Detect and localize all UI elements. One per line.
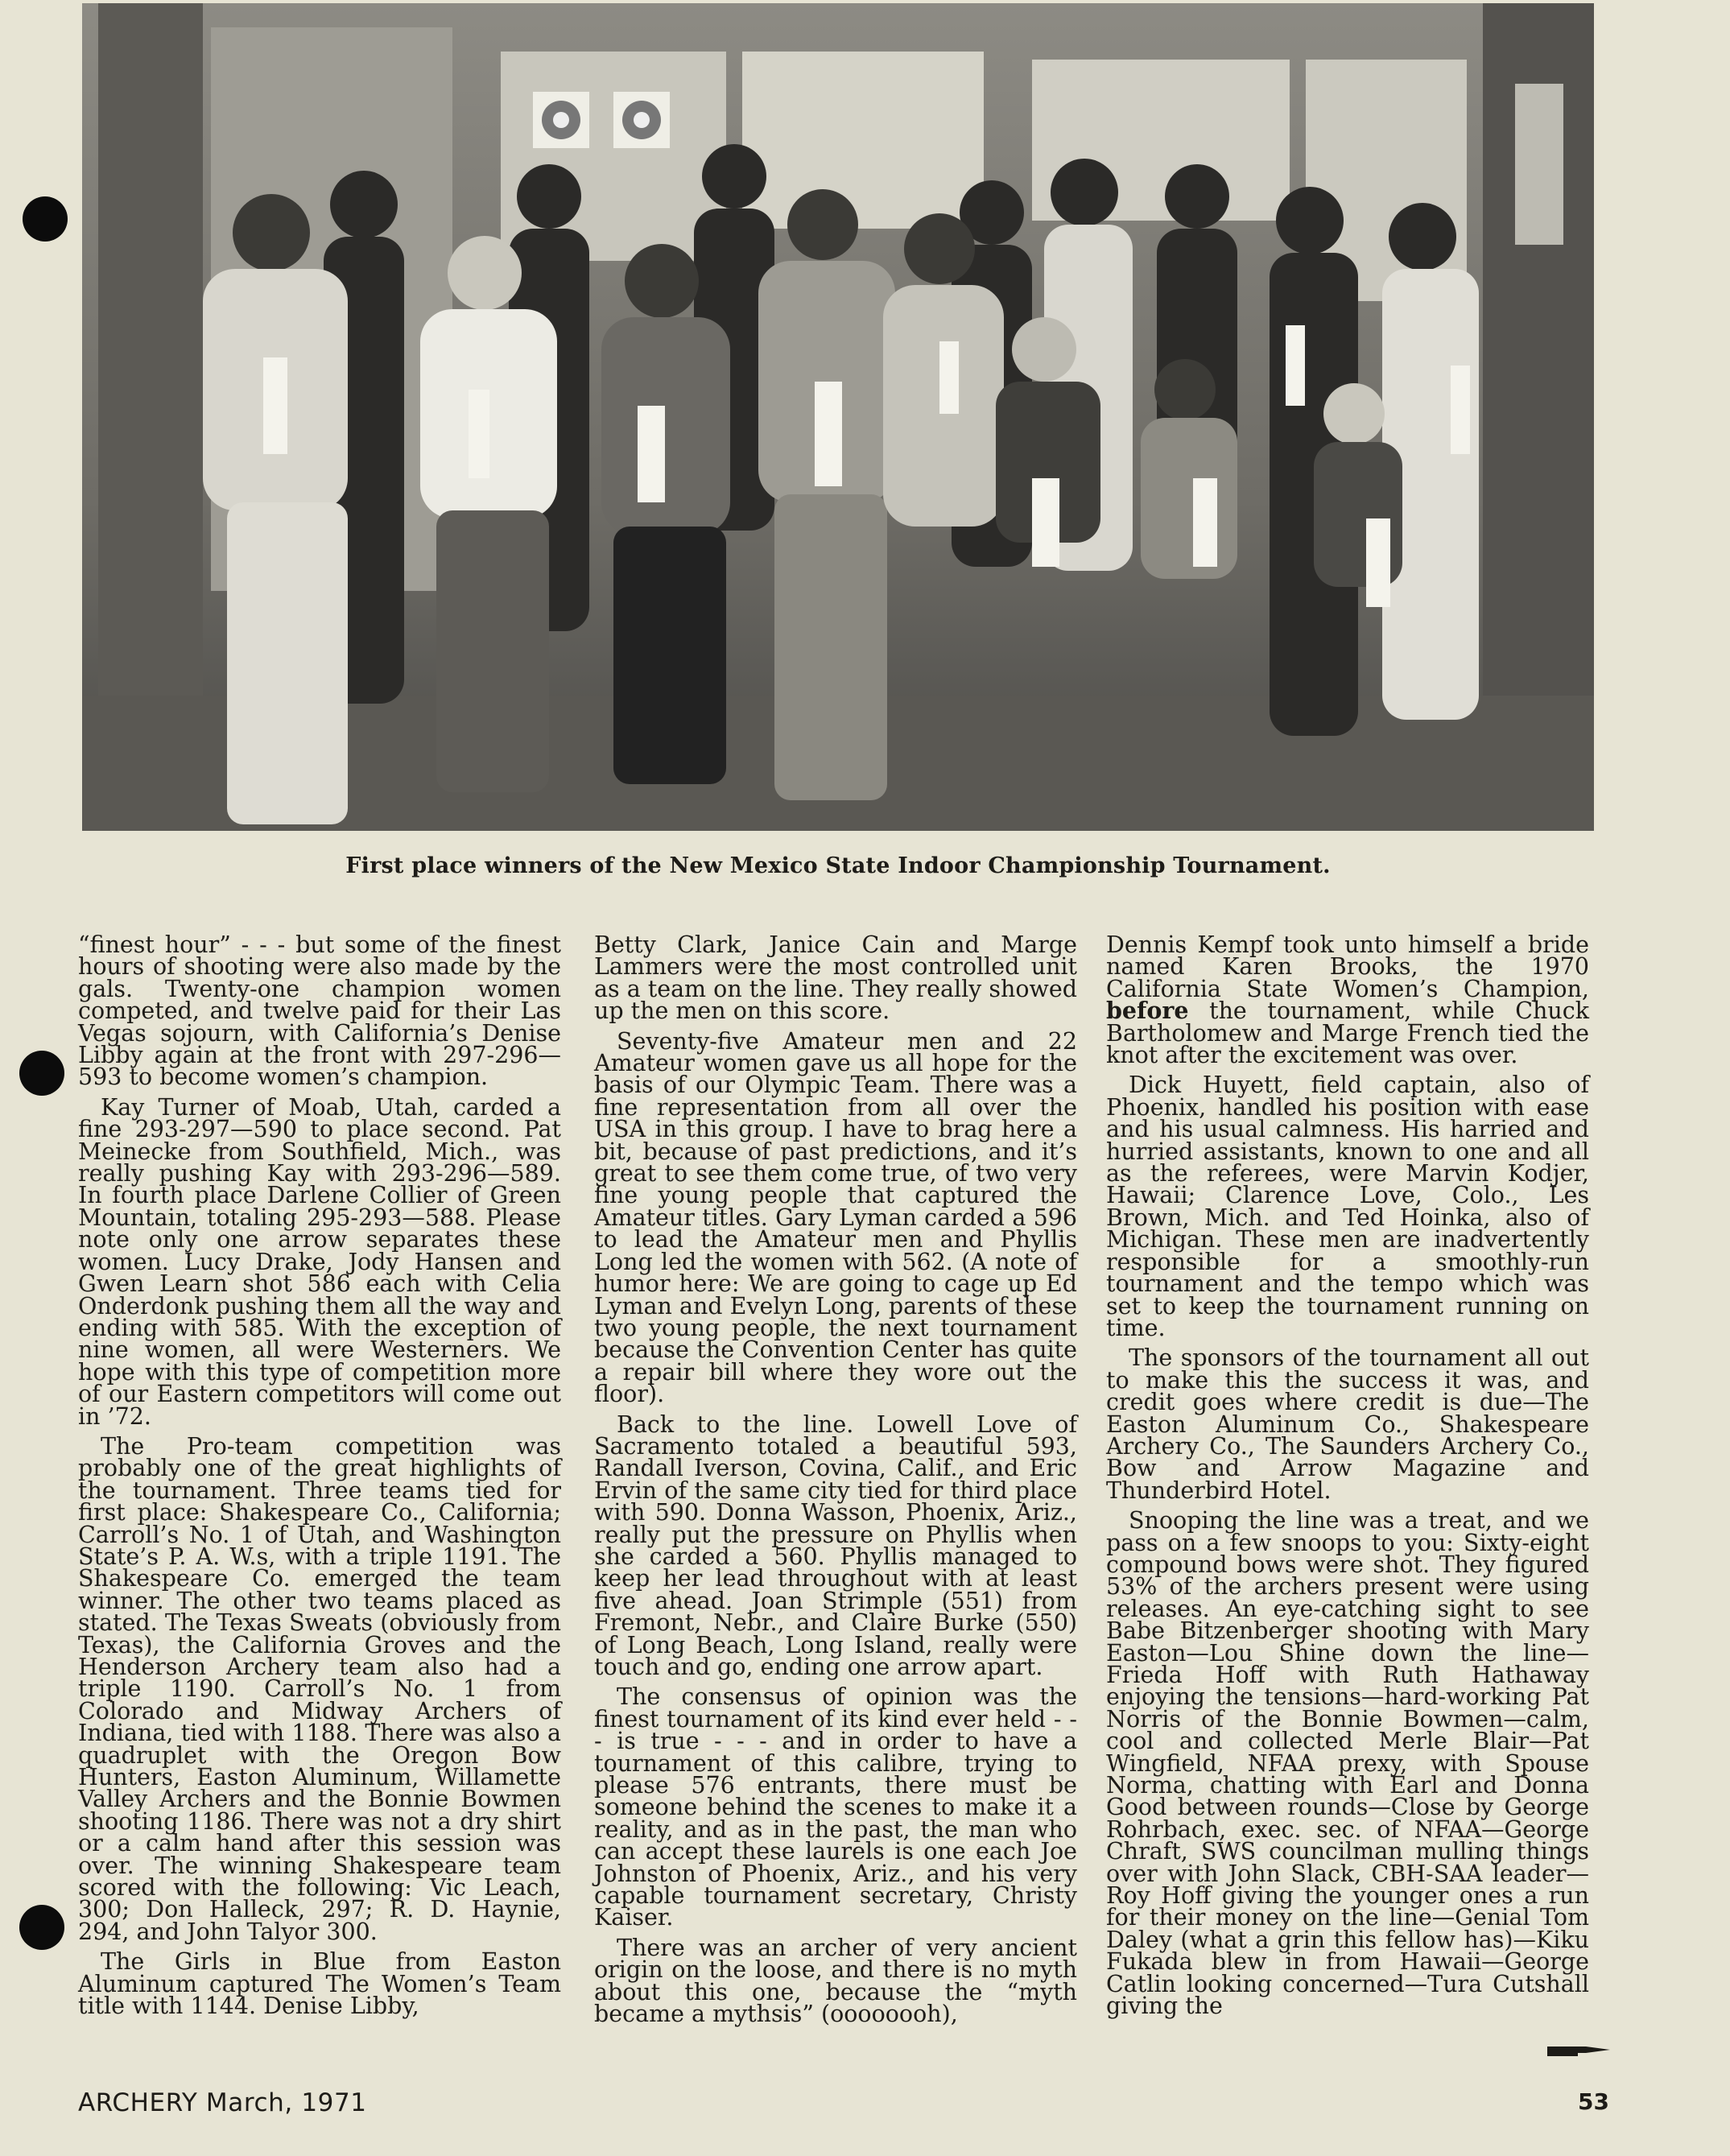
article-column-3 <box>1106 931 1589 2020</box>
paragraph: Back to the line. Lowell Love of Sacramento totaled a beautiful 593, Randall Iverson, Covina, Calif., and Eric Ervin of the same city tied for third place with 590. Donna Wasson, Phoenix, Ariz., really put the pressure on Phyllis when she carded a 560. Phyllis managed to keep her lead throughout with at least five ahead. Joan Strimple (551) from Fremont, Nebr., and Claire Burke (550) of Long Beach, Long Island, really were touch and go, ending one arrow apart. <box>594 1410 1077 1680</box>
group-photo <box>82 3 1594 831</box>
binder-hole <box>19 1051 64 1096</box>
paragraph: “finest hour” - - - but some of the finest hours of shooting were also made by the gals. Twenty-one champion women competed, and twelve paid for their Las Vegas sojourn, with California’s Denise Libby again at the front with 297-296—593 to become women’s champion. <box>78 931 561 1091</box>
group-photo-illustration <box>82 3 1594 831</box>
footer-magazine <box>78 2088 367 2117</box>
page-number: 53 <box>1578 2088 1609 2115</box>
paragraph <box>1106 931 1589 1069</box>
emphasis-text: before <box>1106 997 1189 1025</box>
paragraph: The sponsors of the tournament all out to make this the success it was, and credit goes where credit is due—The Easton Aluminum Co., Shakespeare Archery Co., The Saunders Archery Co., Bow and Arrow Magazine and Thunderbird Hotel. <box>1106 1344 1589 1504</box>
article-column-2 <box>594 931 1077 2028</box>
binder-hole <box>23 196 68 242</box>
paragraph: The consensus of opinion was the finest tournament of its kind ever held - - - is true - - - and in order to have a tournament of this calibre, trying to please 576 entrants, there must be someone behind the scenes to make it a reality, and as in the past, the man who can accept these laurels is one each Joe Johnston of Phoenix, Ariz., and his very capable tournament secretary, Christy Kaiser. <box>594 1683 1077 1931</box>
paragraph: Dick Huyett, field captain, also of Phoenix, handled his position with ease and his usual calmness. His harried and hurried assistants, known to one and all as the referees, were Marvin Kodjer, Hawaii; Clarence Love, Colo., Les Brown, Mich. and Ted Hoinka, also of Michigan. These men are inadvertently responsible for a smoothly-run tournament and the tempo which was set to keep the tournament running on time. <box>1106 1072 1589 1341</box>
magazine-name: ARCHERY <box>78 2088 198 2117</box>
paragraph: There was an archer of very ancient origin on the loose, and there is no myth about this one, because the “myth became a mythsis” (oooooooh), <box>594 1934 1077 2028</box>
paragraph: The Girls in Blue from Easton Aluminum captured The Women’s Team title with 1144. Denise Libby, <box>78 1948 561 2020</box>
photo-caption: First place winners of the New Mexico State Indoor Championship Tournament. <box>345 853 1331 878</box>
paragraph: Betty Clark, Janice Cain and Marge Lammers were the most controlled unit as a team on the line. They really showed up the men on this score. <box>594 931 1077 1025</box>
article-column-1 <box>78 931 561 2020</box>
paragraph: Kay Turner of Moab, Utah, carded a fine 293-297—590 to place second. Pat Meinecke from Southfield, Mich., was really pushing Kay with 293-296—589. In fourth place Darlene Collier of Green Mountain, totaling 295-293—588. Please note only one arrow separates these women. Lucy Drake, Jody Hansen and Gwen Learn shot 586 each with Celia Onderdonk pushing them all the way and ending with 585. With the exception of nine women, all were Westerners. We hope with this type of competition more of our Eastern competitors will come out in ’72. <box>78 1093 561 1430</box>
binder-hole <box>19 1905 64 1950</box>
paragraph-text: Dennis Kempf took unto himself a bride named Karen Brooks, the 1970 California State Women’s Champion, <box>1106 931 1589 1002</box>
pointing-hand-icon <box>1546 2042 1613 2059</box>
issue-date: March, 1971 <box>205 2088 367 2117</box>
paragraph: Seventy-five Amateur men and 22 Amateur women gave us all hope for the basis of our Olympic Team. There was a fine representation from all over the USA in this group. I have to brag here a bit, because of past predictions, and it’s great to see them come true, of two very fine young people that captured the Amateur titles. Gary Lyman carded a 596 to lead the Amateur men and Phyllis Long led the women with 562. (A note of humor here: We are going to cage up Ed Lyman and Evelyn Long, parents of these two young people, the next tournament because the Convention Center has quite a repair bill where they wore out the floor). <box>594 1027 1077 1408</box>
paragraph: Snooping the line was a treat, and we pass on a few snoops to you: Sixty-eight compound bows were shot. They figured 53% of the archers present were using releases. An eye-catching sight to see Babe Bitzenberger shooting with Mary Easton—Lou Shine down the line—Frieda Hoff with Ruth Hathaway enjoying the tensions—hard-working Pat Norris of the Bonnie Bowmen—calm, cool and collected Merle Blair—Pat Wingfield, NFAA prexy, with Spouse Norma, chatting with Earl and Donna Good between rounds—Close by George Rohrbach, exec. sec. of NFAA—George Chraft, SWS councilman mulling things over with John Slack, CBH-SAA leader—Roy Hoff giving the younger ones a run for their money on the line—Genial Tom Daley (what a grin this fellow has)—Kiku Fukada blew in from Hawaii—George Catlin looking concerned—Tura Cutshall giving the <box>1106 1507 1589 2020</box>
paragraph-text: the tournament, while Chuck Bartholomew and Marge French tied the knot after the excitement was over. <box>1106 997 1589 1069</box>
paragraph: The Pro-team competition was probably one of the great highlights of the tournament. Three teams tied for first place: Shakespeare Co., California; Carroll’s No. 1 of Utah, and Washington State’s P. A. W.s, with a triple 1191. The Shakespeare Co. emerged the team winner. The other two teams placed as stated. The Texas Sweats (obviously from Texas), the California Groves and the Henderson Archery team also had a triple 1190. Carroll’s No. 1 from Colorado and Midway Archers of Indiana, tied with 1188. There was also a quadruplet with the Oregon Bow Hunters, Easton Aluminum, Willamette Valley Archers and the Bonnie Bowmen shooting 1186. There was not a dry shirt or a calm hand after this session was over. The winning Shakespeare team scored with the following: Vic Leach, 300; Don Halleck, 297; R. D. Haynie, 294, and John Talyor 300. <box>78 1432 561 1945</box>
